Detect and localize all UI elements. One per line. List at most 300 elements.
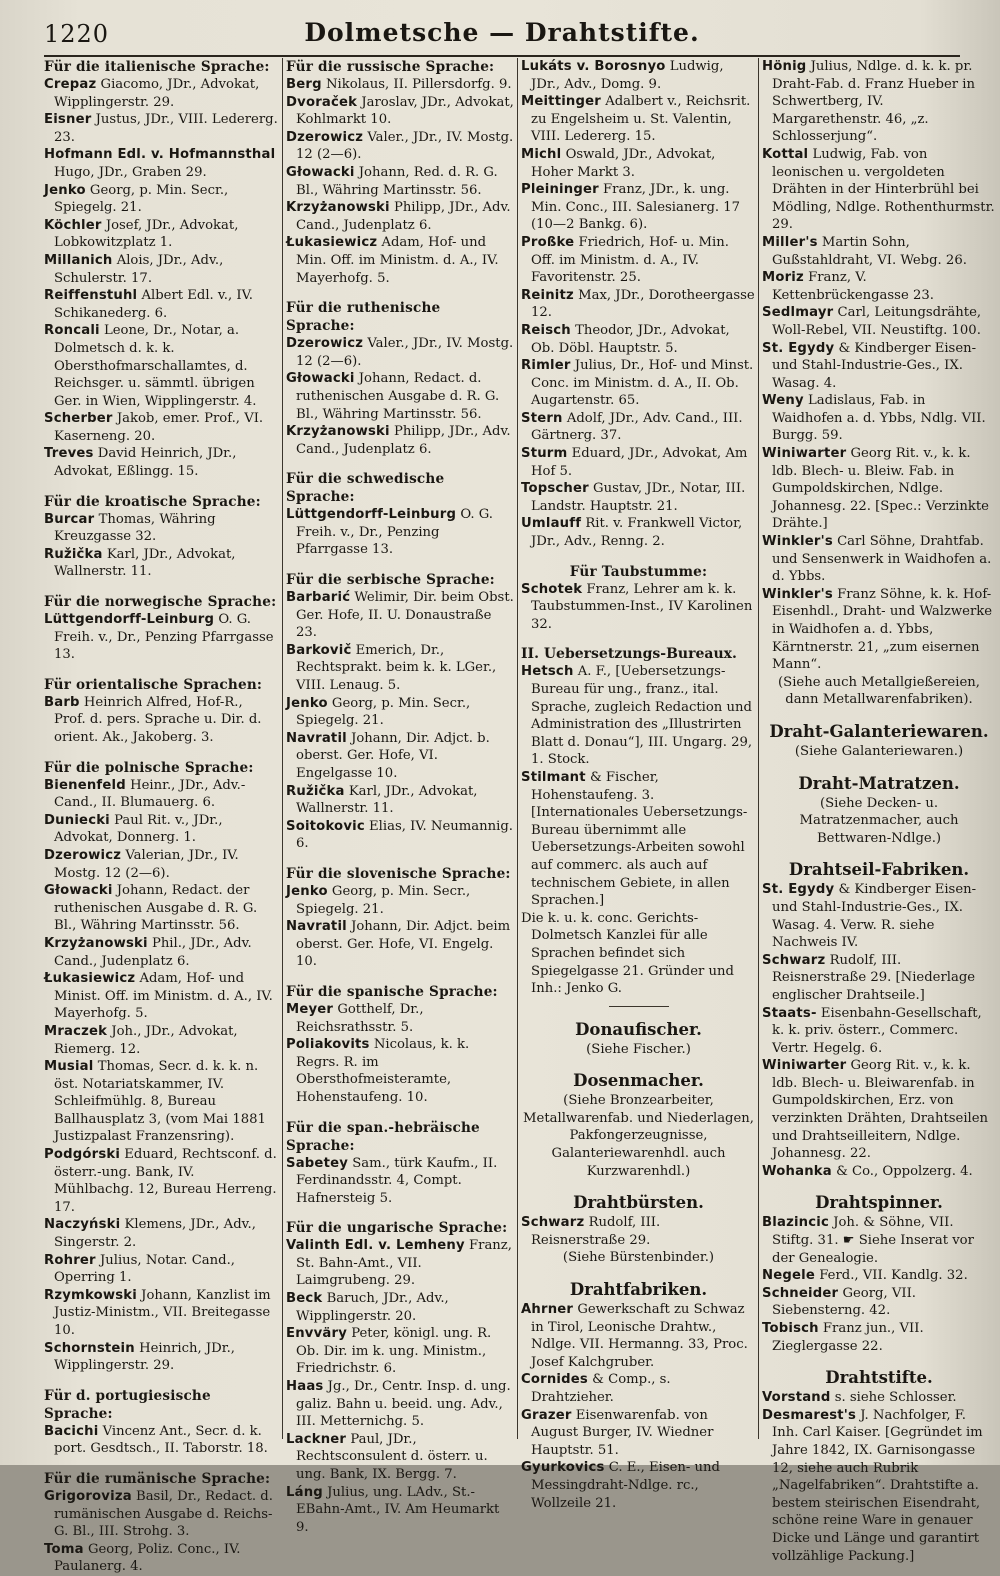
entry-details: Georg, p. Min. Secr., Spiegelg. 21. xyxy=(296,695,471,729)
category-heading: Drahtseil-Fabriken. xyxy=(788,860,970,880)
entry-details: Friedrich, Hof- u. Min. Off. im Ministm. d. A., IV. Favoritenstr. 25. xyxy=(531,234,729,286)
entry-details: O. G. Freih. v., Dr., Penzing Pfarrgasse 13. xyxy=(296,507,493,558)
directory-entry xyxy=(521,181,756,234)
section-heading: Für orientalische Sprachen: xyxy=(44,676,263,693)
entry-name: Ahrner xyxy=(521,1302,574,1318)
entry-details: s. siehe Schlosser. xyxy=(830,1390,957,1406)
directory-entry xyxy=(521,515,756,550)
entry-details: Nikolaus, II. Pillersdorfg. 9. xyxy=(321,77,512,92)
directory-entry xyxy=(762,445,996,533)
directory-entry xyxy=(521,480,756,515)
entry-name: Sabetey xyxy=(286,1155,349,1171)
entry-name: Grazer xyxy=(521,1407,572,1423)
directory-entry xyxy=(286,506,514,559)
entry-name: Bienenfeld xyxy=(44,777,126,793)
entry-name: Wohanka xyxy=(762,1163,832,1179)
directory-entry xyxy=(286,423,514,458)
section-heading: Für die ruthenische Sprache: xyxy=(286,300,441,335)
section-heading: Für die slovenische Sprache: xyxy=(286,865,511,882)
directory-entry xyxy=(286,94,514,129)
entry-name: Głowacki xyxy=(286,371,355,387)
entry-name: Reinitz xyxy=(521,287,574,303)
directory-entry xyxy=(762,533,996,586)
entry-name: Naczyński xyxy=(44,1217,121,1233)
entry-details: Johann, Dir. Adjct. beim oberst. Ger. Hofe, VI. Engelg. 10. xyxy=(296,919,511,970)
entry-details: Philipp, JDr., Adv. Cand., Judenplatz 6. xyxy=(296,200,511,233)
directory-entry xyxy=(762,1057,996,1163)
directory-entry xyxy=(286,1325,514,1378)
section-heading: Für die italienische Sprache: xyxy=(44,59,270,75)
entry-name: Łukasiewicz xyxy=(44,971,136,987)
directory-entry xyxy=(521,322,756,357)
directory-entry xyxy=(286,1290,514,1325)
directory-entry xyxy=(762,1389,996,1407)
entry-details: Julius, ung. LAdv., St.-EBahn-Amt., IV. Am Heumarkt 9. xyxy=(296,1484,500,1535)
directory-entry xyxy=(762,234,996,269)
entry-name: Staats- xyxy=(762,1005,817,1021)
entry-details: Franz jun., VII. Zieglergasse 22. xyxy=(772,1321,924,1354)
directory-entry xyxy=(286,642,514,695)
entry-details: Johann, Redact. der ruthenischen Ausgabe d. R. G. Bl., Währing Martinsstr. 56. xyxy=(54,883,258,934)
directory-entry xyxy=(762,1214,996,1267)
directory-entry xyxy=(44,777,278,812)
page-number: 1220 xyxy=(44,20,110,48)
directory-entry xyxy=(521,1371,756,1406)
entry-details: Julius, Dr., Hof- und Minst. Conc. im Ministm. d. A., II. Ob. Augartenstr. 65. xyxy=(531,358,754,409)
directory-entry xyxy=(286,695,514,730)
entry-details: Johann, Kanzlist im Justiz-Ministm., VII. Breitegasse 10. xyxy=(54,1287,271,1338)
entry-name: Pleininger xyxy=(521,182,599,198)
entry-name: Eisner xyxy=(44,112,92,128)
directory-entry xyxy=(44,1252,278,1287)
directory-entry xyxy=(44,146,278,181)
entry-details: Thomas, Währing Kreuzgasse 32. xyxy=(54,511,216,545)
column-2 xyxy=(286,58,514,1535)
entry-details: Heinr., JDr., Adv.-Cand., II. Blumauerg. 6. xyxy=(54,777,246,811)
entry-details: Valerian, JDr., IV. Mostg. 12 (2—6). xyxy=(54,847,239,881)
directory-entry xyxy=(44,511,278,546)
entry-details: Julius, Ndlge. d. k. k. pr. Draht-Fab. d. Franz Hueber in Schwertberg, IV. Margarethenstr. 46, „z. Schlosserjung“. xyxy=(772,59,975,145)
entry-details: O. G. Freih. v., Dr., Penzing Pfarrgasse 13. xyxy=(54,612,274,663)
entry-name: Musial xyxy=(44,1059,94,1075)
entry-name: Głowacki xyxy=(286,164,355,180)
entry-name: Scherber xyxy=(44,411,113,427)
entry-details: A. F., [Uebersetzungs-Bureau für ung., franz., ital. Sprache, zugleich Redaction und Administration des „Illustrirten Blatt d. Donau“], III. Ungarg. 29, 1. Stock. xyxy=(531,664,753,768)
entry-details: Gewerkschaft zu Schwaz in Tirol, Leonische Drahtw., Ndlge. VII. Hermanng. 33, Proc. Josef Kalchgruber. xyxy=(531,1302,748,1370)
directory-entry xyxy=(521,93,756,146)
entry-details: Julius, Notar. Cand., Operring 1. xyxy=(54,1252,235,1286)
entry-name: Cornides xyxy=(521,1372,588,1388)
entry-name: Reiffenstuhl xyxy=(44,288,138,304)
entry-details: Klemens, JDr., Adv., Singerstr. 2. xyxy=(54,1217,256,1251)
entry-details: Albert Edl. v., IV. Schikanederg. 6. xyxy=(54,288,254,321)
directory-entry xyxy=(286,918,514,971)
entry-name: Duniecki xyxy=(44,812,110,828)
entry-name: Navratil xyxy=(286,730,347,746)
entry-name: Rohrer xyxy=(44,1252,96,1268)
directory-entry xyxy=(44,76,278,111)
entry-details: Rit. v. Frankwell Victor, JDr., Adv., Renng. 2. xyxy=(531,516,743,550)
header-rule xyxy=(44,55,960,57)
entry-details: Sam., türk Kaufm., II. Ferdinandsstr. 4, Compt. Hafnersteig 5. xyxy=(296,1155,498,1206)
entry-details: Jg., Dr., Centr. Insp. d. ung. galiz. Bahn u. beeid. ung. Adv., III. Metternichg. 5. xyxy=(296,1379,511,1430)
entry-details: Karl, JDr., Advokat, Wallnerstr. 11. xyxy=(296,783,478,817)
directory-entry xyxy=(521,234,756,287)
entry-details: C. E., Eisen- und Messingdraht-Ndlge. rc., Wollzeile 21. xyxy=(531,1460,720,1511)
cross-reference: (Siehe Bronzearbeiter, Metallwarenfab. und Niederlagen, Pakfongerzeugnisse, Galanteriewarenhdl. auch Kurzwarenhdl.) xyxy=(523,1093,754,1179)
section-heading: Für die polnische Sprache: xyxy=(44,759,254,776)
directory-entry xyxy=(521,581,756,634)
directory-entry xyxy=(44,322,278,410)
entry-details: Johann, Dir. Adjct. b. oberst. Ger. Hofe, VI. Engelgasse 10. xyxy=(296,730,490,781)
entry-name: Tobisch xyxy=(762,1321,819,1336)
directory-entry xyxy=(44,287,278,322)
directory-entry xyxy=(44,1023,278,1058)
directory-entry xyxy=(44,1146,278,1216)
directory-entry xyxy=(521,663,756,769)
entry-details: Karl, JDr., Advokat, Wallnerstr. 11. xyxy=(54,546,236,580)
column-divider xyxy=(517,58,518,1439)
section-heading: Für die norwegische Sprache: xyxy=(44,594,277,611)
notice-text: Die k. u. k. conc. Gerichts-Dolmetsch Kanzlei für alle Sprachen befindet sich Spiegelgasse 21. Gründer und Inh.: Jenko G. xyxy=(521,910,734,997)
entry-details: Rudolf, III. Reisnerstraße 29. [Niederlage englischer Drahtseile.] xyxy=(772,952,976,1003)
directory-entry xyxy=(44,182,278,217)
entry-name: Navratil xyxy=(286,919,347,935)
directory-entry xyxy=(286,883,514,918)
section-heading: Für die russische Sprache: xyxy=(286,59,495,75)
directory-entry xyxy=(762,1407,996,1565)
entry-details: Welimir, Dir. beim Obst. Ger. Hofe, II. U. Donaustraße 23. xyxy=(296,590,514,641)
entry-details: Josef, JDr., Advokat, Lobkowitzplatz 1. xyxy=(54,217,239,251)
entry-details: Gustav, JDr., Notar, III. Landstr. Hauptstr. 21. xyxy=(531,481,746,514)
entry-details: Hugo, JDr., Graben 29. xyxy=(54,164,207,180)
directory-entry xyxy=(44,1287,278,1340)
directory-entry xyxy=(44,694,278,747)
directory-entry xyxy=(521,1301,756,1371)
directory-entry xyxy=(286,370,514,423)
entry-name: Crepaz xyxy=(44,77,97,92)
entry-details: & Kindberger Eisen- und Stahl-Industrie-Ges., IX. Wasag. 4. Verw. R. siehe Nachweis IV. xyxy=(772,882,977,951)
directory-entry xyxy=(286,129,514,164)
entry-name: Topscher xyxy=(521,481,589,497)
entry-name: Schotek xyxy=(521,581,583,597)
section-heading: Für d. portugiesische Sprache: xyxy=(44,1387,211,1422)
entry-name: Berg xyxy=(286,77,322,92)
entry-name: Sturm xyxy=(521,446,568,462)
entry-name: Barbarić xyxy=(286,590,351,606)
entry-name: Bacichi xyxy=(44,1423,99,1439)
directory-entry xyxy=(286,164,514,199)
section-heading: Für Taubstumme: xyxy=(569,563,708,580)
section-heading: II. Uebersetzungs-Bureaux. xyxy=(521,646,737,663)
entry-name: Miller's xyxy=(762,234,818,250)
entry-details: Nicolaus, k. k. Regrs. R. im Obersthofmeisteramte, Hohenstaufeng. 10. xyxy=(296,1037,470,1105)
cross-reference: (Siehe Bürstenbinder.) xyxy=(562,1250,715,1266)
entry-name: Rzymkowski xyxy=(44,1287,137,1303)
entry-name: Podgórski xyxy=(44,1147,121,1163)
entry-details: Eduard, Rechtsconf. d. österr.-ung. Bank, IV. Mühlbachg. 12, Bureau Herreng. 17. xyxy=(54,1147,277,1215)
entry-details: Franz Söhne, k. k. Hof-Eisenhdl., Draht- und Walzwerke in Waidhofen a. d. Ybbs, Kärntnerstr. 21, „zum eisernen Mann“. xyxy=(772,586,993,673)
entry-details: Justus, JDr., VIII. Ledererg. 23. xyxy=(54,112,278,145)
entry-details: Vincenz Ant., Secr. d. k. port. Gesdtsch., II. Taborstr. 18. xyxy=(54,1423,268,1457)
entry-details: Phil., JDr., Adv. Cand., Judenplatz 6. xyxy=(54,935,252,969)
entry-name: Proßke xyxy=(521,234,575,250)
entry-name: Jenko xyxy=(286,883,328,899)
directory-entry xyxy=(286,1155,514,1208)
entry-details: Giacomo, JDr., Advokat, Wipplingerstr. 29. xyxy=(54,77,260,110)
entry-details: Adolf, JDr., Adv. Cand., III. Gärtnerg. 37. xyxy=(531,410,743,444)
entry-name: Łukasiewicz xyxy=(286,235,378,251)
entry-name: Schornstein xyxy=(44,1340,135,1356)
directory-entry xyxy=(762,1005,996,1058)
entry-name: Sedlmayr xyxy=(762,305,834,321)
directory-entry xyxy=(521,1214,756,1249)
entry-name: Dvoraček xyxy=(286,94,358,110)
entry-details: Franz, St. Bahn-Amt., VII. Laimgrubeng. 29. xyxy=(296,1238,512,1289)
category-heading: Drahtspinner. xyxy=(815,1193,943,1213)
category-heading: Draht-Galanteriewaren. xyxy=(769,721,989,741)
directory-entry xyxy=(521,410,756,445)
directory-entry xyxy=(44,217,278,252)
directory-entry xyxy=(762,586,996,674)
directory-entry xyxy=(762,340,996,393)
directory-entry xyxy=(286,783,514,818)
directory-entry xyxy=(762,1320,996,1355)
directory-entry xyxy=(44,252,278,287)
directory-entry xyxy=(44,445,278,480)
directory-entry xyxy=(521,445,756,480)
category-heading: Donaufischer. xyxy=(575,1019,702,1039)
cross-reference: (Siehe Galanteriewaren.) xyxy=(794,743,964,759)
entry-details: Georg, p. Min. Secr., Spiegelg. 21. xyxy=(296,883,471,917)
entry-details: & Co., Oppolzerg. 4. xyxy=(831,1163,973,1179)
entry-name: Jenko xyxy=(286,695,328,711)
entry-details: Alois, JDr., Adv., Schulerstr. 17. xyxy=(54,252,224,286)
entry-name: Weny xyxy=(762,393,804,409)
directory-entry xyxy=(521,769,756,910)
entry-details: Georg Rit. v., k. k. ldb. Blech- u. Bleiwarenfab. in Gumpoldskirchen, Erz. von verzinkten Drähten, Drahtseilen und Drahtseilleitern, Ndlge. Johannesg. 22. xyxy=(772,1058,989,1162)
category-heading: Dosenmacher. xyxy=(573,1071,704,1091)
section-heading: Für die kroatische Sprache: xyxy=(44,493,261,510)
category-heading: Drahtbürsten. xyxy=(573,1193,704,1213)
entry-name: Lukáts v. Borosnyo xyxy=(521,59,666,74)
column-3 xyxy=(521,58,756,1511)
entry-details: Jakob, emer. Prof., VI. Kaserneng. 20. xyxy=(54,411,264,444)
directory-entry xyxy=(521,1459,756,1512)
directory-entry xyxy=(286,1036,514,1106)
directory-entry xyxy=(521,357,756,410)
entry-details: & Kindberger Eisen- und Stahl-Industrie-Ges., IX. Wasag. 4. xyxy=(772,340,977,391)
entry-name: Meyer xyxy=(286,1001,334,1017)
page-title: Dolmetsche — Drahtstifte. xyxy=(304,18,700,47)
entry-name: Winiwarter xyxy=(762,1058,847,1074)
directory-entry xyxy=(44,1340,278,1375)
entry-details: Valer., JDr., IV. Mostg. 12 (2—6). xyxy=(296,336,514,369)
entry-name: Meittinger xyxy=(521,94,601,110)
entry-details: Eisenwarenfab. von August Burger, IV. Wiedner Hauptstr. 51. xyxy=(531,1407,714,1458)
entry-name: Winkler's xyxy=(762,534,833,550)
entry-details: Jaroslav, JDr., Advokat, Kohlmarkt 10. xyxy=(296,94,514,128)
entry-name: Krzyżanowski xyxy=(286,200,390,216)
entry-name: Michl xyxy=(521,146,562,162)
entry-details: Oswald, JDr., Advokat, Hoher Markt 3. xyxy=(531,146,716,180)
entry-details: Adam, Hof- und Min. Off. im Ministm. d. A., IV. Mayerhofg. 5. xyxy=(296,235,499,286)
entry-details: Ludwig, Fab. von leonischen u. vergoldeten Drähten in der Hinterbrühl bei Mödling, Ndlge. Rothenthurmstr. 29. xyxy=(772,146,995,233)
entry-name: Ružička xyxy=(286,783,345,799)
directory-entry xyxy=(44,611,278,664)
entry-details: Peter, königl. ung. R. Ob. Dir. im k. ung. Ministm., Friedrichstr. 6. xyxy=(296,1326,492,1377)
category-heading: Drahtstifte. xyxy=(825,1368,933,1388)
entry-name: Negele xyxy=(762,1268,816,1284)
entry-details: Emerich, Dr., Rechtsprakt. beim k. k. LGer., VIII. Lenaug. 5. xyxy=(296,642,497,694)
entry-name: Millanich xyxy=(44,252,113,268)
column-4 xyxy=(762,58,996,1564)
directory-entry xyxy=(44,1058,278,1146)
column-divider xyxy=(758,58,759,1439)
entry-details: Basil, Dr., Redact. d. rumänischen Ausgabe d. Reichs-G. Bl., III. Strohg. 3. xyxy=(54,1488,273,1540)
entry-name: Schneider xyxy=(762,1285,839,1301)
directory-entry xyxy=(44,935,278,970)
entry-name: Hetsch xyxy=(521,664,574,680)
entry-name: Vorstand xyxy=(762,1390,831,1406)
entry-name: Valinth Edl. v. Lemheny xyxy=(286,1238,465,1254)
entry-name: Poliakovits xyxy=(286,1037,370,1053)
entry-details: Franz, Lehrer am k. k. Taubstummen-Inst., IV Karolinen 32. xyxy=(531,581,753,632)
entry-details: Carl, Leitungsdrähte, Woll-Rebel, VII. Neustiftg. 100. xyxy=(772,305,982,338)
entry-name: Dzerowicz xyxy=(286,129,364,145)
directory-entry xyxy=(521,287,756,322)
entry-details: Paul, JDr., Rechtsconsulent d. österr. u. ung. Bank, IX. Bergg. 7. xyxy=(296,1431,488,1482)
section-divider xyxy=(609,1006,669,1007)
entry-name: Burcar xyxy=(44,511,95,527)
entry-name: Kottal xyxy=(762,146,809,162)
entry-name: St. Egydy xyxy=(762,340,835,356)
entry-details: Baruch, JDr., Adv., Wipplingerstr. 20. xyxy=(296,1291,449,1324)
entry-name: Toma xyxy=(44,1541,84,1557)
entry-name: Umlauff xyxy=(521,516,582,532)
entry-name: Lüttgendorff-Leinburg xyxy=(44,612,215,628)
directory-entry xyxy=(286,1237,514,1290)
entry-details: Ludwig, JDr., Adv., Domg. 9. xyxy=(531,59,724,92)
entry-details: Rudolf, III. Reisnerstraße 29. xyxy=(531,1215,661,1248)
directory-entry xyxy=(286,199,514,234)
directory-entry xyxy=(762,58,996,146)
entry-name: Mraczek xyxy=(44,1023,108,1039)
entry-details: Thomas, Secr. d. k. k. n. öst. Notariatskammer, IV. Schleifmühlg. 8, Bureau Ballhausplatz 3, (vom Mai 1881 Justizpalast Franzensring). xyxy=(54,1059,266,1145)
directory-entry xyxy=(44,812,278,847)
directory-entry xyxy=(762,146,996,234)
entry-name: Lackner xyxy=(286,1431,347,1447)
entry-name: Dzerowicz xyxy=(286,336,364,352)
entry-details: Carl Söhne, Drahtfab. und Sensenwerk in Waidhofen a. d. Ybbs. xyxy=(772,534,992,585)
entry-details: Gotthelf, Dr., Reichsrathsstr. 5. xyxy=(296,1001,424,1035)
entry-details: Johann, Redact. d. ruthenischen Ausgabe d. R. G. Bl., Währing Martinsstr. 56. xyxy=(296,371,500,422)
directory-entry xyxy=(44,882,278,935)
entry-details: Elias, IV. Neumannig. 6. xyxy=(296,818,513,852)
entry-details: Heinrich, JDr., Wipplingerstr. 29. xyxy=(54,1340,235,1374)
entry-name: St. Egydy xyxy=(762,882,835,898)
directory-entry xyxy=(286,76,514,94)
entry-name: Winiwarter xyxy=(762,446,847,462)
entry-details: Theodor, JDr., Advokat, Ob. Döbl. Hauptstr. 5. xyxy=(531,322,730,356)
entry-details: J. Nachfolger, F. Inh. Carl Kaiser. [Gegründet im Jahre 1842, IX. Garnisongasse 12, siehe auch Rubrik „Nagelfabriken“. Drahtstifte a. bestem steirischen Eisendraht, schöne reine Ware in genauer Dicke und Länge und garantirt vollzählige Packung.] xyxy=(772,1407,983,1564)
entry-details: & Comp., s. Drahtzieher. xyxy=(531,1372,671,1405)
entry-details: Franz, JDr., k. ung. Min. Conc., III. Salesianerg. 17 (10—2 Bankg. 6). xyxy=(531,182,741,233)
entry-name: Schwarz xyxy=(521,1215,585,1231)
entry-name: Schwarz xyxy=(762,952,826,968)
entry-details: Paul Rit. v., JDr., Advokat, Donnerg. 1. xyxy=(54,812,223,846)
entry-name: Jenko xyxy=(44,182,86,198)
directory-entry xyxy=(286,1431,514,1484)
entry-details: Joh. & Söhne, VII. Stiftg. 31. ☛ Siehe Inserat vor der Genealogie. xyxy=(772,1215,974,1266)
directory-entry xyxy=(44,1488,278,1541)
entry-details: Georg Rit. v., k. k. ldb. Blech- u. Bleiw. Fab. in Gumpoldskirchen, Ndlge. Johannesg. 22. [Spec.: Verzinkte Drähte.] xyxy=(772,446,989,532)
column-1 xyxy=(44,58,278,1575)
directory-entry xyxy=(286,589,514,642)
directory-entry xyxy=(762,881,996,951)
entry-details: Ferd., VII. Kandlg. 32. xyxy=(815,1268,968,1284)
entry-name: Köchler xyxy=(44,217,102,233)
entry-details: Joh., JDr., Advokat, Riemerg. 12. xyxy=(54,1023,238,1057)
entry-name: Hofmann Edl. v. Hofmannsthal xyxy=(44,147,276,163)
directory-entry xyxy=(44,847,278,882)
directory-entry xyxy=(286,730,514,783)
entry-name: Winkler's xyxy=(762,586,833,602)
directory-entry xyxy=(521,1407,756,1460)
entry-details: Martin Sohn, Gußstahldraht, VI. Webg. 26. xyxy=(772,234,967,268)
entry-name: Beck xyxy=(286,1291,323,1307)
section-heading: Für die span.-hebräische Sprache: xyxy=(286,1119,480,1154)
directory-entry xyxy=(521,146,756,181)
entry-details: Franz, V. Kettenbrückengasse 23. xyxy=(772,270,934,303)
directory-entry xyxy=(286,1484,514,1537)
entry-details: Max, JDr., Dorotheergasse 12. xyxy=(531,287,755,321)
entry-name: Reisch xyxy=(521,322,571,338)
entry-name: Blazincic xyxy=(762,1215,830,1231)
section-heading: Für die spanische Sprache: xyxy=(286,983,498,1000)
section-heading: Für die serbische Sprache: xyxy=(286,572,495,589)
directory-entry xyxy=(762,304,996,339)
directory-entry xyxy=(762,1163,996,1181)
directory-entry xyxy=(44,546,278,581)
entry-name: Barb xyxy=(44,694,80,710)
entry-details: Adam, Hof- und Minist. Off. im Ministm. d. A., IV. Mayerhofg. 5. xyxy=(54,971,273,1022)
entry-name: Gyurkovics xyxy=(521,1460,605,1476)
section-heading: Für die rumänische Sprache: xyxy=(44,1470,271,1487)
entry-details: Eduard, JDr., Advokat, Am Hof 5. xyxy=(531,446,748,479)
entry-name: Stilmant xyxy=(521,769,586,785)
entry-name: Láng xyxy=(286,1484,323,1500)
directory-entry xyxy=(762,1267,996,1285)
entry-name: Moriz xyxy=(762,270,804,286)
entry-name: Grigoroviza xyxy=(44,1488,132,1504)
directory-entry xyxy=(44,1423,278,1458)
entry-name: Treves xyxy=(44,446,94,462)
entry-details: Georg, Poliz. Conc., IV. Paulanerg. 4. xyxy=(54,1541,241,1575)
cross-reference: (Siehe Decken- u. Matratzenmacher, auch Bettwaren-Ndlge.) xyxy=(799,795,959,846)
entry-name: Hönig xyxy=(762,59,807,74)
entry-name: Lüttgendorff-Leinburg xyxy=(286,507,457,523)
entry-details: Ladislaus, Fab. in Waidhofen a. d. Ybbs, Ndlg. VII. Burgg. 59. xyxy=(772,393,986,444)
directory-entry xyxy=(44,111,278,146)
directory-entry xyxy=(762,392,996,445)
directory-entry xyxy=(286,234,514,287)
entry-details: Valer., JDr., IV. Mostg. 12 (2—6). xyxy=(296,129,514,163)
entry-name: Krzyżanowski xyxy=(44,935,148,951)
directory-entry xyxy=(762,952,996,1005)
entry-details: Johann, Red. d. R. G. Bl., Währing Martinsstr. 56. xyxy=(296,164,498,198)
entry-name: Krzyżanowski xyxy=(286,424,390,440)
